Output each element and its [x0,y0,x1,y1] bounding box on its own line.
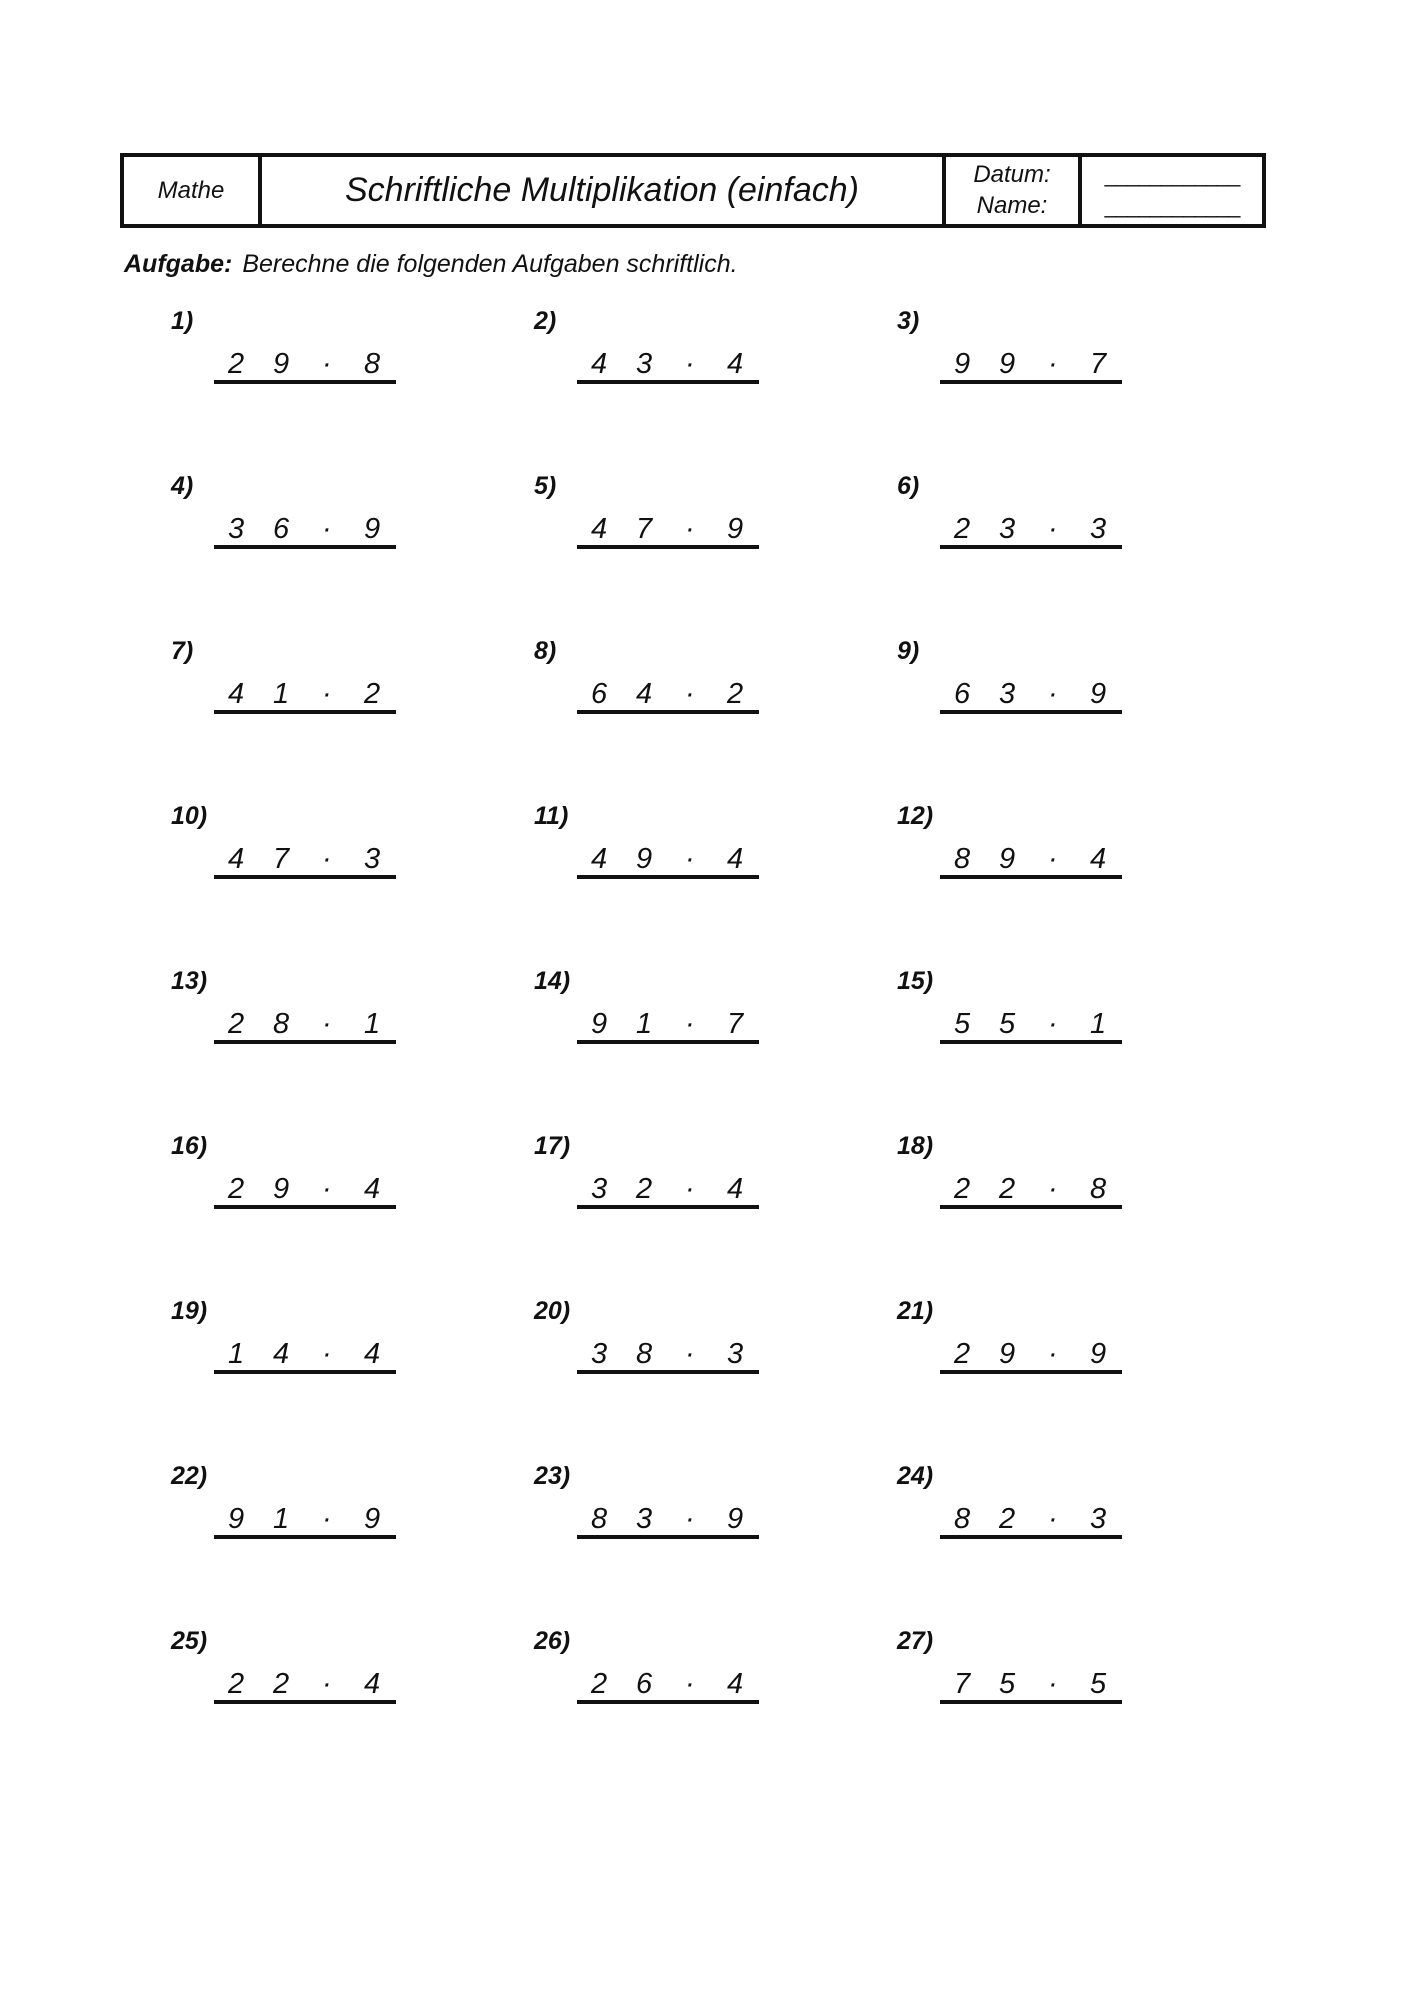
digit-tens: 3 [228,513,245,545]
multiply-operator: · [322,1338,332,1370]
multiply-operator: · [685,1503,695,1535]
multiplier: 4 [727,843,744,875]
task-label: Aufgabe: [124,250,233,278]
date-label: Datum: [973,161,1051,189]
digit-tens: 4 [591,513,608,545]
multiply-operator: · [1048,1668,1058,1700]
problem-number: 23) [534,1462,571,1490]
multiplier: 3 [1090,1503,1107,1535]
digit-tens: 4 [591,843,608,875]
problem-number: 4) [171,472,194,500]
multiplier: 2 [364,678,381,710]
problem-number: 1) [171,307,194,335]
digit-ones: 9 [999,843,1016,875]
problem-number: 19) [171,1297,208,1325]
digit-ones: 4 [636,678,653,710]
digit-ones: 2 [999,1503,1016,1535]
problem-number: 11) [534,802,569,830]
problem-item [487,1132,744,1212]
problem-item [487,1462,744,1542]
multiplier: 3 [364,843,381,875]
multiply-operator: · [322,678,332,710]
problem-number: 25) [171,1627,208,1655]
digit-tens: 7 [954,1668,971,1700]
multiplication-expression [577,1667,759,1704]
digit-ones: 9 [273,348,290,380]
problem-item [487,1627,744,1707]
digit-tens: 4 [228,678,245,710]
problem-number: 18) [897,1132,934,1160]
digit-tens: 9 [228,1503,245,1535]
multiply-operator: · [685,678,695,710]
multiply-operator: · [685,348,695,380]
digit-tens: 8 [591,1503,608,1535]
problem-item [487,1297,744,1377]
multiply-operator: · [1048,1173,1058,1205]
name-field[interactable]: ____________ [1104,192,1240,218]
digit-ones: 2 [999,1173,1016,1205]
digit-ones: 6 [273,513,290,545]
multiplication-expression [940,677,1122,714]
multiplication-expression [214,512,396,549]
problem-number: 24) [897,1462,934,1490]
multiplication-expression [577,1337,759,1374]
multiplier: 2 [727,678,744,710]
multiplier: 1 [1090,1008,1107,1040]
multiply-operator: · [322,1503,332,1535]
problem-number: 22) [171,1462,208,1490]
digit-ones: 3 [999,678,1016,710]
digit-tens: 1 [228,1338,245,1370]
problem-item [850,802,1107,882]
multiply-operator: · [685,1173,695,1205]
multiplication-expression [940,1502,1122,1539]
problem-item [487,967,744,1047]
digit-ones: 1 [273,678,290,710]
multiplier: 4 [364,1173,381,1205]
multiply-operator: · [685,1008,695,1040]
digit-ones: 9 [273,1173,290,1205]
problem-item [124,637,381,717]
multiplier: 4 [364,1668,381,1700]
problem-item [850,307,1107,387]
multiplication-expression [940,1172,1122,1209]
digit-tens: 9 [591,1008,608,1040]
multiplier: 9 [1090,1338,1107,1370]
multiplication-expression [577,347,759,384]
multiply-operator: · [1048,1503,1058,1535]
digit-ones: 8 [273,1008,290,1040]
problem-item [124,1132,381,1212]
digit-ones: 3 [636,1503,653,1535]
multiply-operator: · [322,1173,332,1205]
multiply-operator: · [322,1668,332,1700]
digit-ones: 9 [636,843,653,875]
multiplication-expression [940,512,1122,549]
problem-number: 2) [534,307,557,335]
digit-tens: 3 [591,1338,608,1370]
worksheet-header [120,153,1266,228]
digit-ones: 9 [999,348,1016,380]
digit-ones: 5 [999,1668,1016,1700]
multiplication-expression [214,1667,396,1704]
problem-number: 17) [534,1132,571,1160]
multiplier: 8 [364,348,381,380]
multiply-operator: · [1048,678,1058,710]
digit-ones: 1 [636,1008,653,1040]
digit-ones: 9 [999,1338,1016,1370]
multiplier: 4 [1090,843,1107,875]
problem-item [850,967,1107,1047]
problem-number: 14) [534,967,571,995]
digit-tens: 6 [954,678,971,710]
problem-number: 10) [171,802,208,830]
multiply-operator: · [685,1338,695,1370]
subject-label: Mathe [124,157,262,224]
multiplication-expression [940,1337,1122,1374]
problem-number: 12) [897,802,934,830]
problem-number: 20) [534,1297,571,1325]
multiply-operator: · [1048,1338,1058,1370]
digit-tens: 8 [954,1503,971,1535]
multiplication-expression [577,1502,759,1539]
digit-ones: 4 [273,1338,290,1370]
multiplier: 5 [1090,1668,1107,1700]
problem-item [124,1627,381,1707]
problem-number: 3) [897,307,920,335]
digit-ones: 2 [273,1668,290,1700]
problem-number: 9) [897,637,920,665]
multiply-operator: · [685,843,695,875]
digit-ones: 6 [636,1668,653,1700]
digit-ones: 7 [636,513,653,545]
multiply-operator: · [1048,1008,1058,1040]
multiplier: 7 [727,1008,744,1040]
multiplier: 4 [727,1173,744,1205]
multiplication-expression [577,842,759,879]
problem-item [124,307,381,387]
digit-tens: 6 [591,678,608,710]
problem-item [124,802,381,882]
multiply-operator: · [322,843,332,875]
multiplier: 9 [364,1503,381,1535]
multiplication-expression [940,1667,1122,1704]
multiply-operator: · [322,513,332,545]
problem-item [124,472,381,552]
digit-tens: 4 [228,843,245,875]
problem-item [487,472,744,552]
multiplier: 4 [727,348,744,380]
multiply-operator: · [1048,348,1058,380]
multiplication-expression [940,347,1122,384]
multiplication-expression [940,1007,1122,1044]
multiplication-expression [214,842,396,879]
digit-tens: 2 [591,1668,608,1700]
multiplier: 9 [727,1503,744,1535]
problem-item [850,1627,1107,1707]
problem-item [487,637,744,717]
multiplication-expression [577,1007,759,1044]
problem-number: 16) [171,1132,208,1160]
digit-ones: 1 [273,1503,290,1535]
problem-number: 21) [897,1297,934,1325]
date-name-fields [1082,157,1262,224]
digit-ones: 8 [636,1338,653,1370]
problem-item [850,637,1107,717]
date-field[interactable]: ____________ [1104,162,1240,188]
problem-item [124,1297,381,1377]
digit-tens: 2 [228,1173,245,1205]
digit-ones: 3 [999,513,1016,545]
digit-tens: 3 [591,1173,608,1205]
multiplier: 9 [364,513,381,545]
multiplier: 9 [727,513,744,545]
digit-tens: 8 [954,843,971,875]
page-title: Schriftliche Multiplikation (einfach) [262,157,946,224]
problem-item [850,1132,1107,1212]
task-text: Berechne die folgenden Aufgaben schriftlich. [242,250,738,278]
multiply-operator: · [1048,513,1058,545]
problem-number: 8) [534,637,557,665]
problem-number: 6) [897,472,920,500]
multiplier: 3 [727,1338,744,1370]
multiplier: 1 [364,1008,381,1040]
digit-ones: 2 [636,1173,653,1205]
problem-number: 5) [534,472,557,500]
problem-item [850,1297,1107,1377]
multiplication-expression [214,1337,396,1374]
multiplier: 4 [364,1338,381,1370]
problem-item [124,1462,381,1542]
date-name-labels [946,157,1082,224]
problem-number: 7) [171,637,194,665]
digit-tens: 9 [954,348,971,380]
multiply-operator: · [685,1668,695,1700]
digit-tens: 2 [954,513,971,545]
digit-tens: 2 [228,1668,245,1700]
multiplication-expression [577,1172,759,1209]
digit-tens: 2 [954,1173,971,1205]
digit-ones: 5 [999,1008,1016,1040]
multiplication-expression [577,512,759,549]
multiply-operator: · [1048,843,1058,875]
problem-item [124,967,381,1047]
problem-item [487,802,744,882]
multiplication-expression [214,1172,396,1209]
digit-tens: 2 [954,1338,971,1370]
digit-tens: 2 [228,348,245,380]
problem-number: 13) [171,967,208,995]
problem-number: 15) [897,967,934,995]
multiply-operator: · [322,1008,332,1040]
multiplication-expression [214,1007,396,1044]
problem-number: 27) [897,1627,934,1655]
digit-tens: 2 [228,1008,245,1040]
multiplier: 3 [1090,513,1107,545]
multiply-operator: · [685,513,695,545]
multiplication-expression [214,1502,396,1539]
digit-tens: 5 [954,1008,971,1040]
problem-item [850,472,1107,552]
problem-item [487,307,744,387]
problem-number: 26) [534,1627,571,1655]
multiplication-expression [214,347,396,384]
multiplier: 9 [1090,678,1107,710]
digit-tens: 4 [591,348,608,380]
multiplication-expression [940,842,1122,879]
multiply-operator: · [322,348,332,380]
multiplier: 4 [727,1668,744,1700]
name-label: Name: [976,191,1048,219]
multiplication-expression [214,677,396,714]
digit-ones: 3 [636,348,653,380]
task-instruction [124,250,738,279]
multiplier: 7 [1090,348,1107,380]
multiplier: 8 [1090,1173,1107,1205]
digit-ones: 7 [273,843,290,875]
problem-item [850,1462,1107,1542]
multiplication-expression [577,677,759,714]
